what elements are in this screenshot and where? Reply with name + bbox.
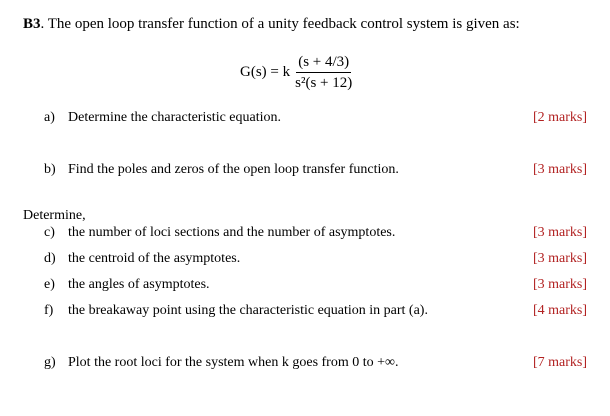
subheading-determine: Determine, [23,208,86,223]
equation-fraction [293,53,354,92]
part-f [44,302,428,320]
part-e [44,276,210,294]
equation-numerator: (s + 4/3) [296,53,351,73]
equation-lhs: G(s) = k [240,63,291,80]
equation-denominator: s²(s + 12) [295,74,353,91]
part-a [44,109,281,127]
part-f-marks: [4 marks] [532,303,587,318]
part-letter: g) [44,355,56,370]
part-d-marks: [3 marks] [532,251,587,266]
part-text: the breakaway point using the characteristic equation in part (a). [68,303,428,318]
question-prompt: . The open loop transfer function of a unity feedback control system is given as: [40,16,520,32]
part-text: the centroid of the asymptotes. [68,251,241,266]
part-letter: d) [44,251,56,266]
part-text: the number of loci sections and the number of asymptotes. [68,225,396,240]
part-letter: f) [44,303,54,318]
part-g [44,354,399,372]
part-g-marks: [7 marks] [532,355,587,370]
part-letter: c) [44,225,55,240]
part-c [44,224,395,242]
part-b [44,161,399,179]
part-a-marks: [2 marks] [532,110,587,125]
question-number: B3 [23,16,41,32]
part-text: Plot the root loci for the system when k goes from 0 to +∞. [68,355,399,370]
question-header [23,16,520,33]
part-letter: b) [44,162,56,177]
part-text: Determine the characteristic equation. [68,110,282,125]
part-b-marks: [3 marks] [532,162,587,177]
part-d [44,250,240,268]
part-letter: e) [44,277,55,292]
part-text: the angles of asymptotes. [68,277,210,292]
transfer-function-equation [240,52,354,92]
part-e-marks: [3 marks] [532,277,587,292]
part-letter: a) [44,110,55,125]
part-c-marks: [3 marks] [532,225,587,240]
part-text: Find the poles and zeros of the open loop transfer function. [68,162,399,177]
